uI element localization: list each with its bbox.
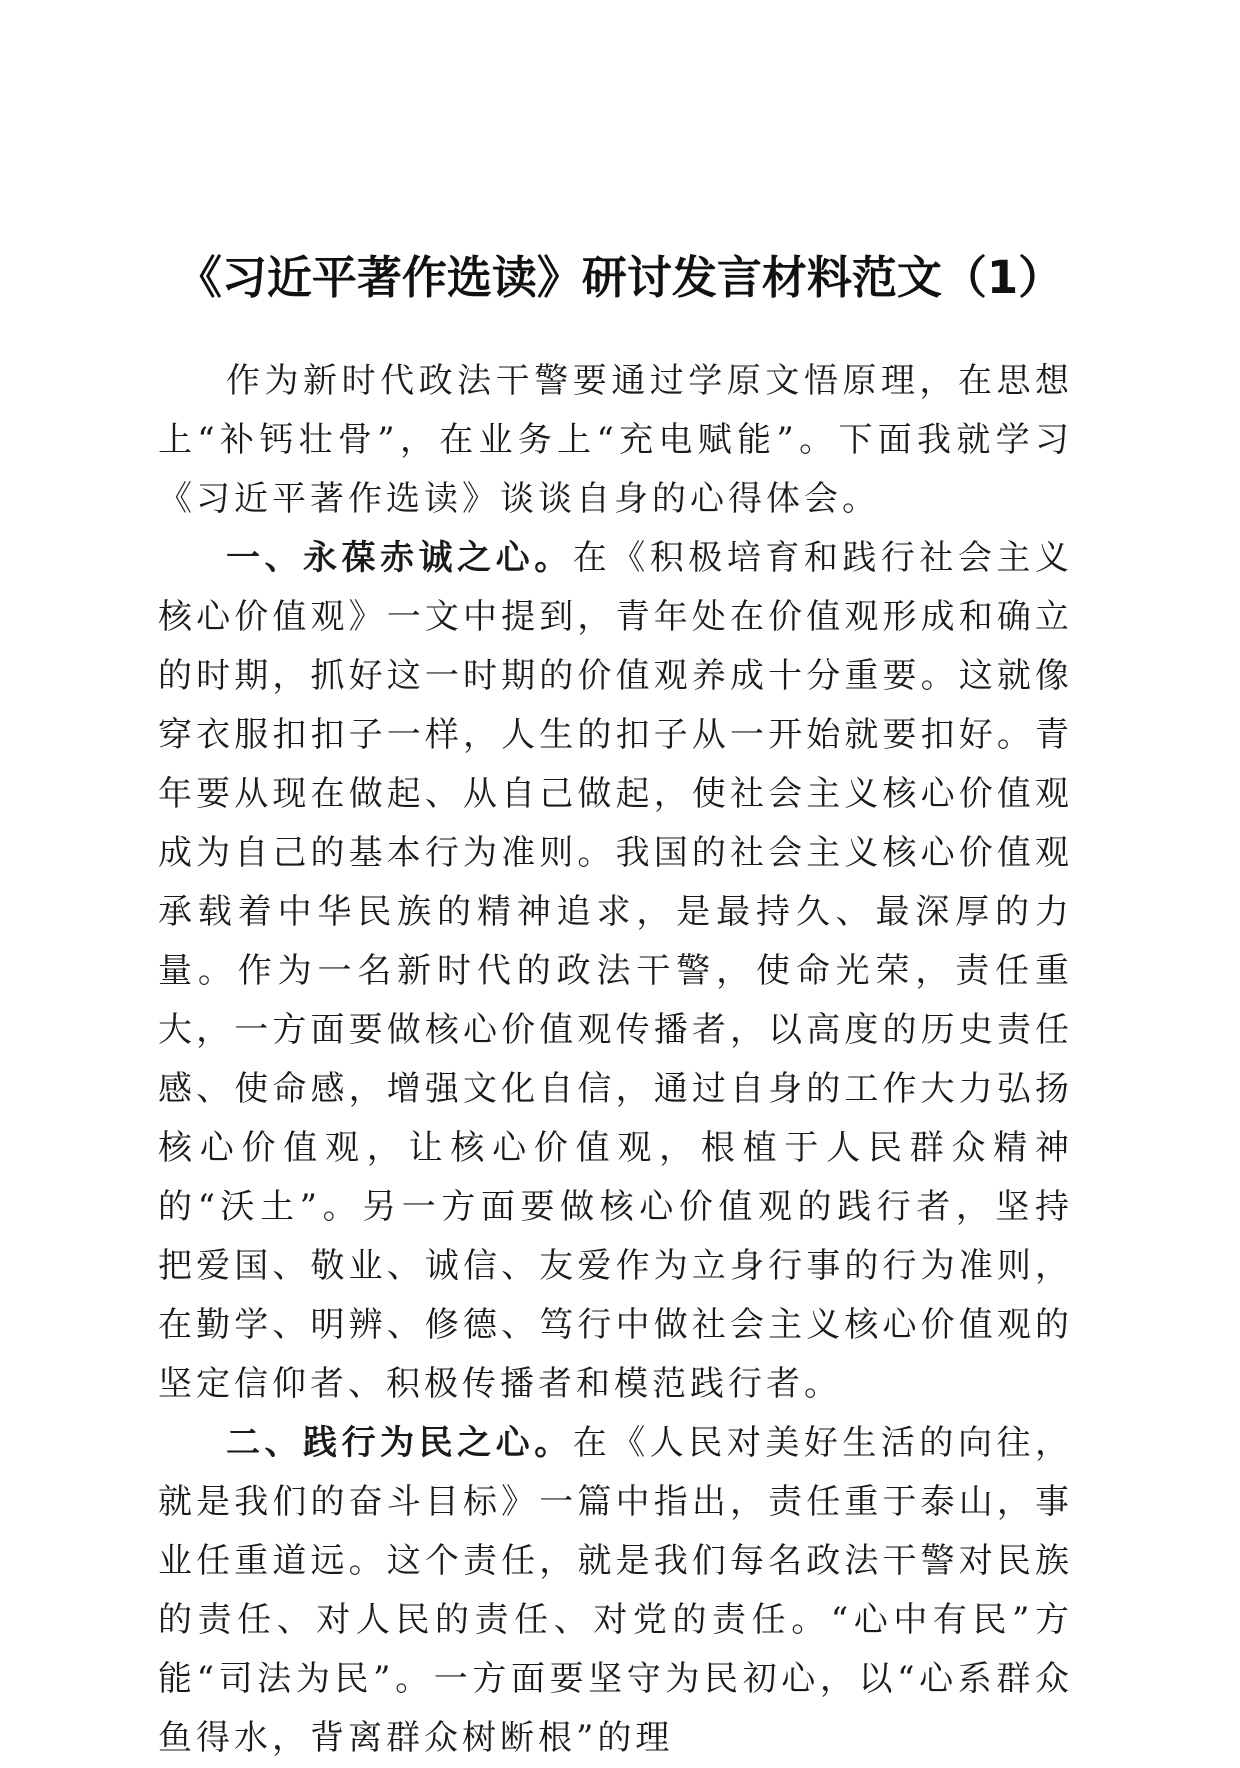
section-two-paragraph — [158, 1414, 1073, 1768]
paragraph-text: 在《积极培育和践行社会主义核心价值观》一文中提到，青年处在价值观形成和确立的时期，抓好这一时期的价值观养成十分重要。这就像穿衣服扣扣子一样，人生的扣子从一开始就要扣好。青年要从现在做起、从自己做起，使社会主义核心价值观成为自己的基本行为准则。我国的社会主义核心价值观承载着中华民族的精神追求，是最持久、最深厚的力量。作为一名新时代的政法干警，使命光荣，责任重大，一方面要做核心价值观传播者，以高度的历史责任感、使命感，增强文化自信，通过自身的工作大力弘扬核心价值观，让核心价值观，根植于人民群众精神的“沃土”。另一方面要做核心价值观的践行者，坚持把爱国、敬业、诚信、友爱作为立身行事的行为准则，在勤学、明辨、修德、笃行中做社会主义核心价值观的坚定信仰者、积极传播者和模范践行者。 — [158, 538, 1074, 1404]
paragraph-text: 在《人民对美好生活的向往，就是我们的奋斗目标》一篇中指出，责任重于泰山，事业任重道远。这个责任，就是我们每名政法干警对民族的责任、对人民的责任、对党的责任。“心中有民”方能“司法为民”。一方面要坚守为民初心，以“心系群众鱼得水，背离群众树断根”的理 — [158, 1423, 1074, 1758]
section-heading: 一、永葆赤诚之心。 — [226, 538, 573, 578]
intro-paragraph — [158, 352, 1073, 529]
document-title: 《习近平著作选读》研讨发言材料范文（1） — [176, 251, 1064, 304]
document-body — [158, 352, 1073, 1768]
section-one-paragraph — [158, 529, 1073, 1414]
paragraph-text: 作为新时代政法干警要通过学原文悟原理，在思想上“补钙壮骨”，在业务上“充电赋能”。下面我就学习《习近平著作选读》谈谈自身的心得体会。 — [158, 361, 1073, 519]
section-heading: 二、践行为民之心。 — [226, 1423, 573, 1463]
